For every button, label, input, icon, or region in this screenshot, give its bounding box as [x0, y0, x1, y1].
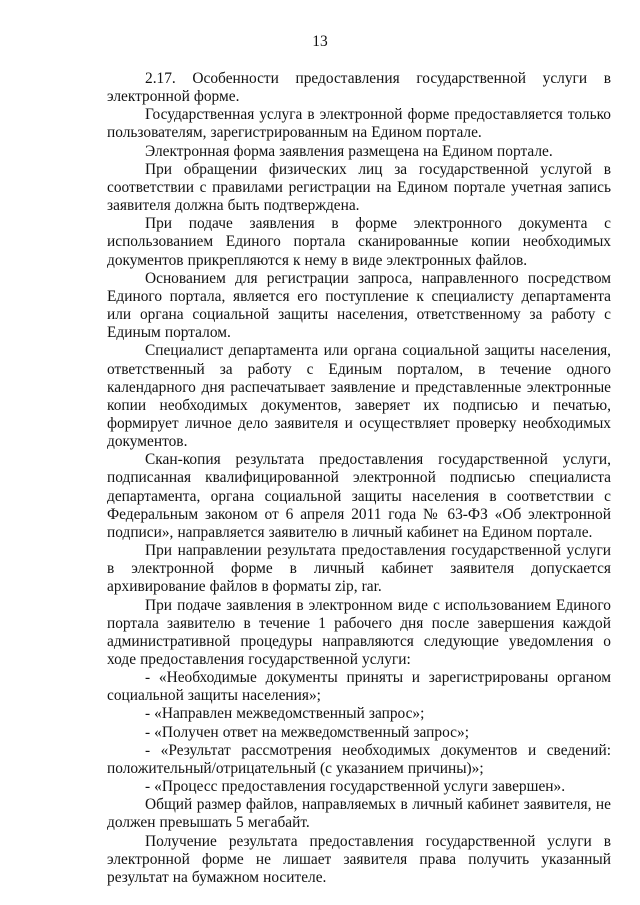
- paragraph-scan-copy-result: Скан-копия результата предоставления государственной услуги, подписанная квалифицированной электронной подписью специалиста департамента, органа социальной защиты населения в соответствии с Федеральным законом от 6 апреля 2011 года № 63-ФЗ «Об электронной подписи», направляется заявителю в личный кабинет на Едином портале.: [107, 451, 611, 541]
- list-item-request-sent: - «Направлен межведомственный запрос»;: [145, 705, 425, 723]
- paragraph-registration-basis: Основанием для регистрации запроса, направленного посредством Единого портала, является его поступление к специалисту департамента или органа социальной защиты населения, ответственному за работу с Единым порталом.: [107, 269, 611, 342]
- paragraph-scanned-copies: При подаче заявления в форме электронного документа с использованием Единого портала сканированные копии необходимых документов прикрепляются к нему в виде электронных файлов.: [107, 215, 611, 269]
- list-item-process-complete: - «Процесс предоставления государственной услуги завершен».: [145, 778, 566, 796]
- paragraph-archiving: При направлении результата предоставления государственной услуги в электронной форме в личный кабинет заявителя допускается архивирование файлов в форматы zip, rar.: [107, 542, 611, 596]
- page-number: 13: [312, 33, 328, 50]
- paragraph-notifications-intro: При подаче заявления в электронном виде с использованием Единого портала заявителю в течение 1 рабочего дня после завершения каждой административной процедуры направляются следующие уведомления о ходе предоставления государственной услуги:: [107, 596, 611, 668]
- paragraph-service-availability: Государственная услуга в электронной форме предоставляется только пользователям, зарегистрированным на Едином портале.: [107, 106, 611, 142]
- paragraph-electronic-form: Электронная форма заявления размещена на Едином портале.: [145, 142, 553, 160]
- paragraph-account-verification: При обращении физических лиц за государственной услугой в соответствии с правилами регистрации на Едином портале учетная запись заявителя должна быть подтверждена.: [107, 160, 611, 215]
- list-item-review-result: - «Результат рассмотрения необходимых документов и сведений: положительный/отрицательный (с указанием причины)»;: [107, 741, 611, 777]
- section-heading-2-17: 2.17. Особенности предоставления государственной услуги в электронной форме.: [107, 70, 611, 106]
- paragraph-file-size-limit: Общий размер файлов, направляемых в личный кабинет заявителя, не должен превышать 5 мегабайт.: [107, 796, 611, 832]
- list-item-documents-accepted: - «Необходимые документы приняты и зарегистрированы органом социальной защиты населения»;: [107, 669, 611, 705]
- paragraph-specialist-duties: Специалист департамента или органа социальной защиты населения, ответственный за работу с Единым порталом, в течение одного календарного дня распечатывает заявление и представленные электронные копии необходимых документов, заверяет их подписью и печатью, формирует личное дело заявителя и осуществляет проверку необходимых документов.: [107, 342, 611, 451]
- list-item-response-received: - «Получен ответ на межведомственный запрос»;: [145, 723, 469, 741]
- paragraph-paper-result: Получение результата предоставления государственной услуги в электронной форме не лишает заявителя права получить указанный результат на бумажном носителе.: [107, 832, 611, 886]
- document-body: [107, 70, 611, 887]
